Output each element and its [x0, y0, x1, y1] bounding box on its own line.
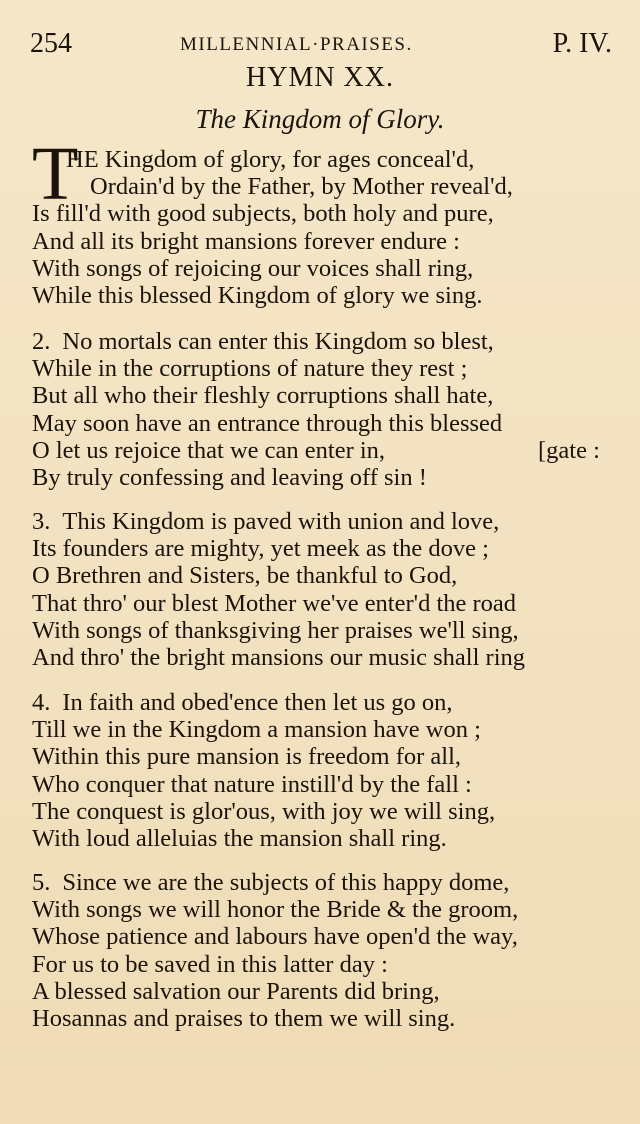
verse-line: With songs we will honor the Bride & the groom, [32, 896, 519, 924]
verse-text: In faith and obed'ence then let us go on, [62, 689, 453, 716]
verse-line: Its founders are mighty, yet meek as the dove ; [32, 535, 489, 563]
verse-number: 3. [32, 508, 51, 535]
verse-line: HE Kingdom of glory, for ages conceal'd, [66, 146, 475, 173]
verse-line: For us to be saved in this latter day : [32, 950, 388, 978]
verse-line: Is fill'd with good subjects, both holy and pure, [32, 200, 494, 228]
verse-text: Since we are the subjects of this happy dome, [62, 869, 510, 896]
verse-line: And all its bright mansions forever endure : [32, 227, 460, 255]
verse-line [32, 869, 632, 896]
verse-line: Whose patience and labours have open'd the way, [32, 923, 518, 951]
verse-text: This Kingdom is paved with union and love, [62, 508, 500, 535]
verse-line: Ordain'd by the Father, by Mother reveal'd, [90, 173, 513, 201]
verse-line: O Brethren and Sisters, be thankful to God, [32, 562, 458, 590]
verse-line [32, 437, 632, 464]
verse-line: By truly confessing and leaving off sin ! [32, 463, 427, 491]
verse-number: 4. [32, 689, 51, 716]
verse-line: With loud alleluias the mansion shall ring. [32, 824, 447, 852]
verse-line: Within this pure mansion is freedom for all, [32, 743, 462, 771]
verse-line: May soon have an entrance through this blessed [32, 409, 503, 437]
verse-2 [32, 328, 632, 491]
verse-line: With songs of rejoicing our voices shall ring, [32, 254, 474, 282]
verse-text: O let us rejoice that we can enter in, [32, 436, 386, 464]
verse-line: The conquest is glor'ous, with joy we will sing, [32, 797, 496, 825]
verse-3 [32, 508, 632, 671]
verse-number: 2. [32, 328, 51, 355]
running-title: MILLENNIAL·PRAISES. [180, 34, 413, 55]
page-number: 254 [30, 28, 72, 59]
turnover-word: [gate : [538, 436, 600, 464]
verse-line: And thro' the bright mansions our music shall ring [32, 643, 526, 671]
verse-5 [32, 869, 632, 1032]
verse-4 [32, 689, 632, 852]
verse-1 [32, 132, 632, 309]
verse-number: 5. [32, 869, 51, 896]
part-label: P. IV. [552, 28, 612, 59]
verse-line [32, 689, 632, 716]
verse-line: That thro' our blest Mother we've enter'd the road [32, 589, 517, 617]
verse-text: No mortals can enter this Kingdom so blest, [62, 328, 494, 355]
hymn-subtitle: The Kingdom of Glory. [195, 104, 445, 134]
verse-line: Till we in the Kingdom a mansion have won ; [32, 716, 481, 744]
drop-cap: T [32, 132, 79, 216]
verse-line [32, 508, 632, 535]
verse-line: But all who their fleshly corruptions shall hate, [32, 382, 494, 410]
verse-line: Who conquer that nature instill'd by the fall : [32, 770, 472, 798]
verse-line: Hosannas and praises to them we will sing. [32, 1004, 456, 1032]
page-header [30, 28, 612, 62]
verse-line: A blessed salvation our Parents did bring, [32, 977, 440, 1005]
verse-line: While this blessed Kingdom of glory we sing. [32, 281, 483, 309]
verse-line [32, 328, 632, 355]
verse-line: With songs of thanksgiving her praises we'll sing, [32, 616, 519, 644]
hymn-title: HYMN XX. [246, 62, 394, 93]
verse-line: While in the corruptions of nature they rest ; [32, 355, 468, 383]
